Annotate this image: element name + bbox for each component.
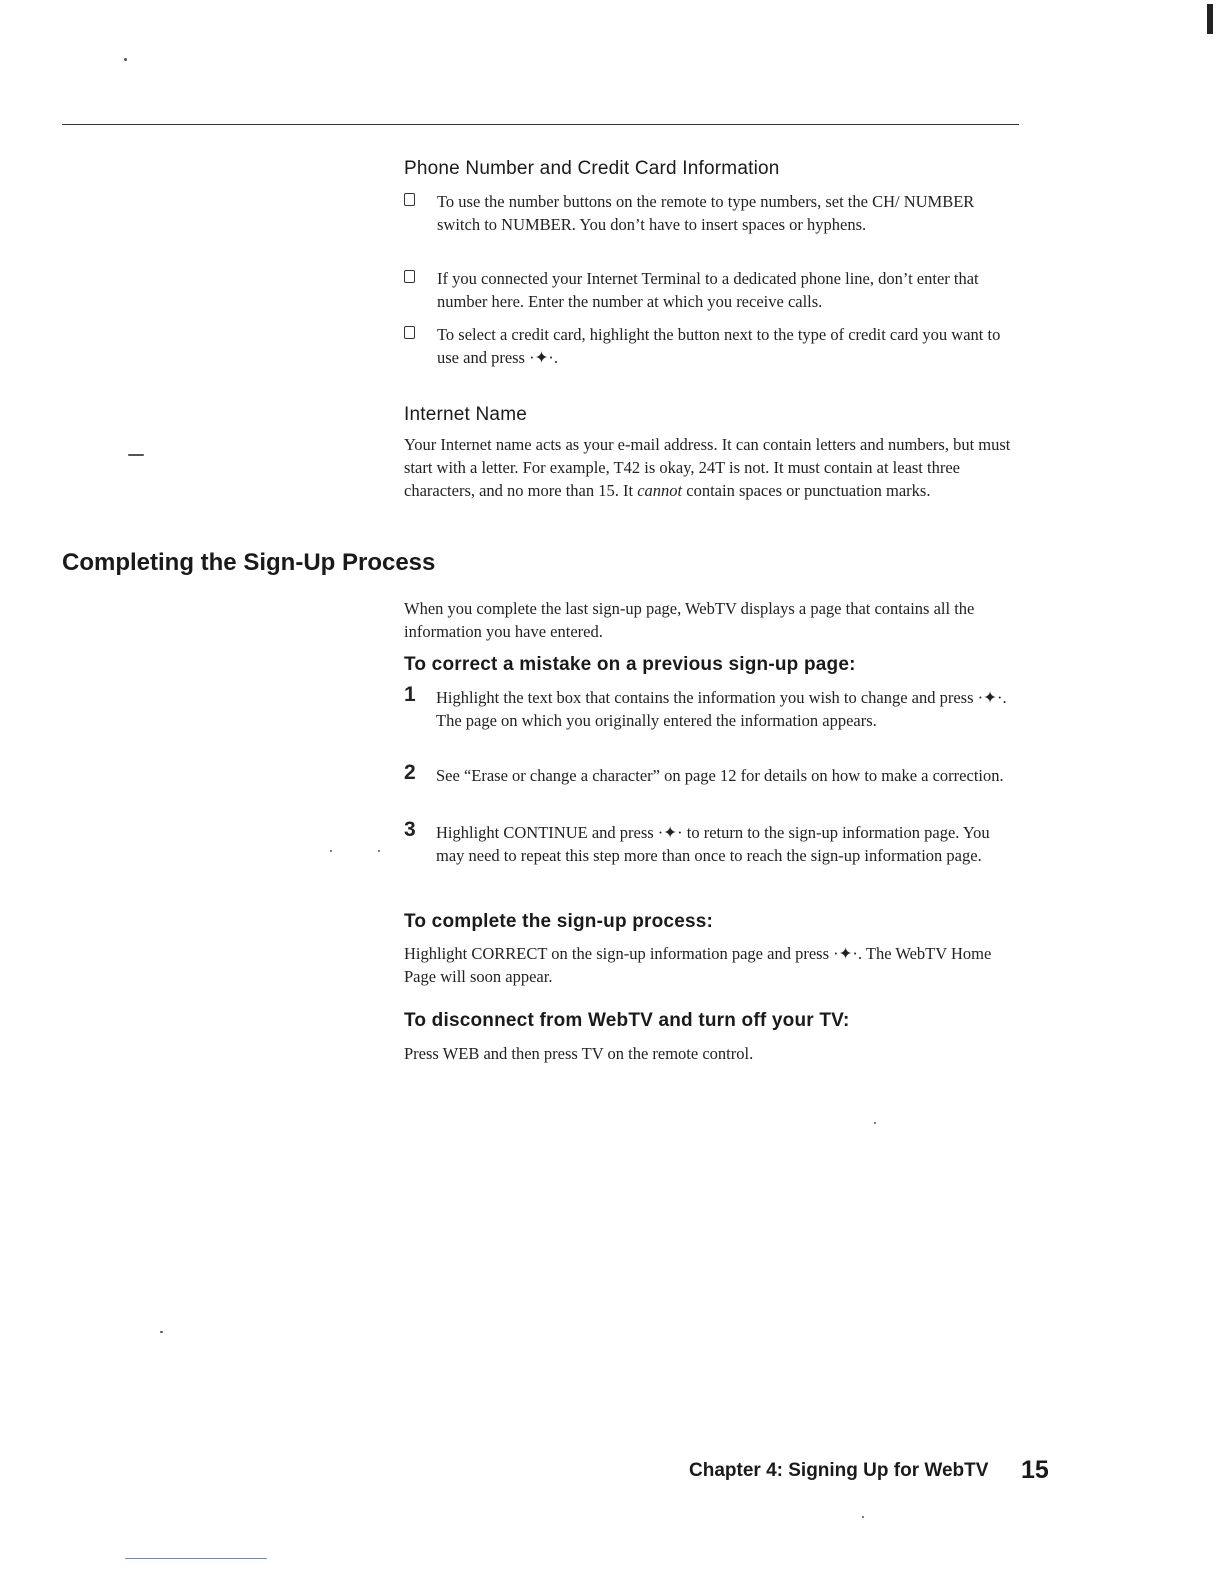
step-text: Highlight the text box that contains the information you wish to change and press ·✦·. The page on which you originally entered the information appears.	[436, 688, 1007, 730]
phone-credit-heading: Phone Number and Credit Card Information	[404, 158, 780, 179]
complete-process-text: Highlight CORRECT on the sign-up information page and press ·✦·. The WebTV Home Page will soon appear.	[404, 944, 992, 986]
list-item-text: To use the number buttons on the remote to type numbers, set the CH/ NUMBER switch to NUMBER. You don’t have to insert spaces or hyphens.	[437, 192, 975, 234]
page-number: 15	[1021, 1456, 1049, 1484]
step-number: 2	[404, 761, 416, 784]
checkbox-bullet-icon	[404, 326, 415, 339]
scan-speck	[378, 850, 380, 852]
checkbox-bullet-icon	[404, 270, 415, 283]
page-title: Completing the Sign-Up Process	[62, 549, 436, 576]
complete-process-heading: To complete the sign-up process:	[404, 911, 714, 932]
scan-speck	[330, 850, 332, 852]
internet-name-text-a: Your Internet name acts as your e-mail address. It can contain letters and numbers, but must start with a letter. For example, T42 is okay, 24T is not. It must contain at least three characters, and no more than 15. It	[404, 435, 1011, 500]
correct-mistake-heading: To correct a mistake on a previous sign-up page:	[404, 654, 856, 675]
list-item-text: If you connected your Internet Terminal to a dedicated phone line, don’t enter that number here. Enter the number at which you receive calls.	[437, 269, 979, 311]
step-number: 3	[404, 818, 416, 841]
internet-name-body	[404, 433, 1019, 502]
scan-speck	[160, 1331, 163, 1333]
step-number: 1	[404, 683, 416, 706]
scan-edge-mark	[1207, 4, 1213, 34]
internet-name-emphasis: cannot	[637, 481, 683, 500]
step-text: Highlight CONTINUE and press ·✦· to return to the sign-up information page. You may need to repeat this step more than once to reach the sign-up information page.	[436, 823, 990, 865]
scan-speck	[128, 454, 144, 456]
scan-speck	[124, 58, 127, 61]
intro-paragraph: When you complete the last sign-up page, WebTV displays a page that contains all the information you have entered.	[404, 599, 975, 641]
checkbox-bullet-icon	[404, 193, 415, 206]
internet-name-text-b: contain spaces or punctuation marks.	[682, 481, 931, 500]
scan-bottom-line	[125, 1558, 267, 1559]
header-rule	[62, 124, 1019, 125]
chapter-title: Chapter 4: Signing Up for WebTV	[689, 1460, 989, 1481]
scan-speck	[862, 1516, 864, 1518]
step-text: See “Erase or change a character” on page 12 for details on how to make a correction.	[436, 766, 1004, 785]
disconnect-heading: To disconnect from WebTV and turn off your TV:	[404, 1010, 850, 1031]
internet-name-heading: Internet Name	[404, 404, 527, 425]
page-footer	[689, 1456, 1049, 1484]
list-item-text: To select a credit card, highlight the button next to the type of credit card you want to use and press ·✦·.	[437, 325, 1001, 367]
disconnect-text: Press WEB and then press TV on the remote control.	[404, 1044, 754, 1063]
scan-speck	[874, 1122, 876, 1124]
